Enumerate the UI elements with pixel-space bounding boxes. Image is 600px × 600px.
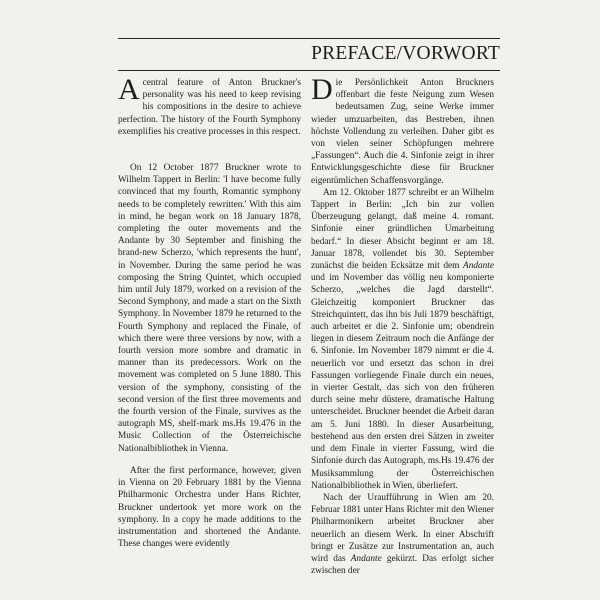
german-p1-text-a: Am 12. Oktober 1877 schreibt er an Wilhelm Tappert in Berlin: „Ich bin zur vollen Überzeugung gelangt, daß meine 4. romant. Sinfonie einer gründlichen Umarbeitung bedarf.“ In dieser Absicht beginnt er am 18. Januar 1878, vollendet bis 30. September zunächst die beiden Ecksätze mit dem (311, 187, 494, 272)
german-p2-text-b: gekürzt. Das erfolgt sicher zwischen der (311, 553, 494, 577)
paragraph-gap (118, 455, 301, 465)
top-rule (118, 38, 500, 39)
title-rule (118, 70, 500, 71)
page-title: PREFACE/VORWORT (311, 43, 500, 64)
german-p1-text-b: und im November das völlig neu komponierte Scherzo, „welches die Jagd darstellt“. Gleichzeitig komponiert Bruckner das Streichquintett, das ihn bis Juli 1879 beschäftigt, auch arbeitet er die 2. Sinfonie um; obendrein liegen in diesem Zeitraum noch die Anfänge der 6. Sinfonie. Im November 1879 nimmt er die 4. neuerlich vor und ersetzt das schon in drei Fassungen vorliegende Finale durch ein neues, in vierter Gestalt, das sich von den früheren durch seine mehr düstere, dramatische Haltung unterscheidet. Bruckner beendet die Arbeit daran am 5. Juni 1880. In dieser Ausarbeitung, bestehend aus den ersten drei Sätzen in zweiter und dem Finale in vierter Fassung, wird die Sinfonie durch das Autograph, ms.Hs 19.476 der Musiksammlung der Österreichischen Nationalbibliothek in Wien, überliefert. (311, 273, 494, 491)
german-drop-cap: D (311, 73, 333, 106)
english-drop-cap: A (118, 73, 140, 106)
english-intro-text: central feature of Anton Bruckner's personality was his need to keep revising his compositions in the desire to achieve perfection. The history of the Fourth Symphony exemplifies his creative processes in this respect. (118, 78, 301, 137)
english-paragraph-2: After the first performance, however, given in Vienna on 20 February 1881 by the Vienna Philharmonic Orchestra under Hans Richter, Bruckner undertook yet more work on the symphony. In a copy he made additions to the instrumentation and shortened the Andante. These changes were evidently (118, 465, 301, 550)
german-paragraph-2 (311, 492, 494, 577)
german-p2-text-a: Nach der Uraufführung in Wien am 20. Februar 1881 unter Hans Richter mit den Wiener Philharmonikern arbeitet Bruckner aber neuerlich an diesem Werk. In einer Abschrift bringt er Zusätze zur Instrumentation an, auch wird das (311, 492, 494, 564)
german-p2-italic: Andante (350, 553, 382, 564)
english-column (118, 73, 301, 550)
german-intro-text: ie Persönlichkeit Anton Bruckners offenbart die feste Neigung zum Wesen bedeutsamen Zug, seine Werke immer wieder umzuarbeiten, das Bestreben, ihnen höchste Vollendung zu verleihen. Daher gibt es von vielen seiner Schöpfungen mehrere „Fassungen“. Auch die 4. Sinfonie zeigt in ihrer Entwicklungsgeschichte diese für Bruckner eigentümlichen Schaffensvorgänge. (311, 78, 494, 186)
german-column (311, 73, 494, 577)
section-gap (118, 138, 301, 162)
english-paragraph-1: On 12 October 1877 Bruckner wrote to Wilhelm Tappert in Berlin: 'I have become fully convinced that my fourth, Romantic symphony needs to be completely rewritten.' With this aim in mind, he began work on 18 January 1878, completing the outer movements and the Andante by 30 September and finishing the brand-new Scherzo, 'which represents the hunt', in November. During the same period he was composing the String Quintet, which occupied him until July 1879, worked on a revision of the Second Symphony, and made a start on the Sixth Symphony. In November 1879 he returned to the Fourth Symphony and replaced the Finale, of which there were three versions by now, with a fourth version more sombre and dramatic in manner than its predecessors. Work on the movement was completed on 5 June 1880. This version of the symphony, consisting of the second version of the first three movements and the fourth version of the Finale, survives as the autograph MS, shelf-mark ms.Hs 19.476 in the Music Collection of the Österreichische Nationalbibliothek in Vienna. (118, 163, 301, 454)
german-p1-italic: Andante (463, 261, 494, 272)
english-intro-paragraph (118, 73, 301, 138)
german-paragraph-1 (311, 187, 494, 492)
german-intro-paragraph (311, 73, 494, 187)
